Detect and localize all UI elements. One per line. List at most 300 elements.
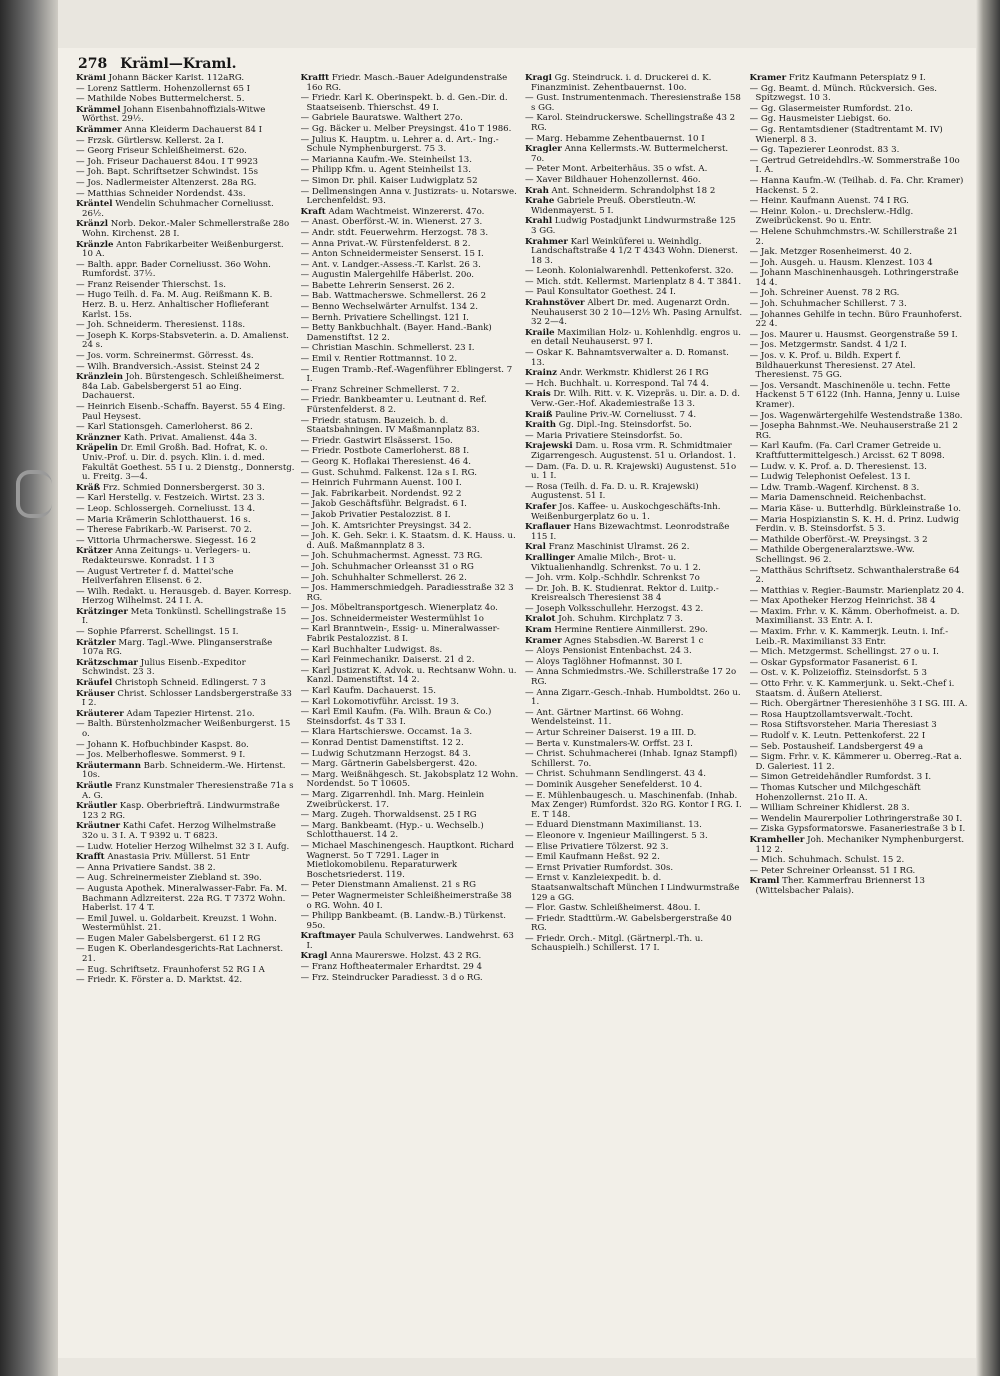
directory-entry	[301, 344, 520, 354]
entry-details: — Ldw. Tramb.-Wagenf. Kirchenst. 8 3.	[749, 482, 920, 493]
entry-surname: Kräutner	[76, 821, 121, 832]
directory-entry	[301, 615, 520, 625]
entry-details: — Berta v. Kunstmalers-W. Orffst. 23 I.	[525, 738, 693, 749]
directory-entry	[750, 228, 969, 247]
directory-entry	[301, 584, 520, 603]
entry-details: — Friedr. Gastwirt Elsässerst. 15o.	[300, 435, 453, 446]
binding-clip-icon	[16, 470, 52, 518]
directory-entry	[76, 690, 295, 709]
entry-details: — Friedr. Bankbeamter u. Leutnant d. Ref. Fürstenfelderst. 8 2.	[300, 395, 487, 415]
entry-details: — Ludw. Hotelier Herzog Wilhelmst 32 3 I. Aufg.	[76, 841, 290, 852]
directory-columns	[76, 74, 968, 1364]
directory-entry	[301, 750, 520, 760]
entry-details: — Marg. Zigarrenhdl. Inh. Marg. Heinlein Zweibrückerst. 17.	[300, 789, 485, 810]
entry-details: — Heinr. Kolon.- u. Drechslerw.-Hdlg. Zweibrückenst. 9o u. Entr.	[749, 206, 914, 227]
directory-entry	[750, 259, 969, 269]
entry-details: Anton Fabrikarbeiter Weißenburgerst. 10 A.	[82, 239, 284, 260]
directory-entry	[525, 637, 744, 647]
entry-details: Adam Wachtmeist. Winzererst. 47o.	[325, 206, 485, 217]
entry-details: Jos. Kaffee- u. Auskochgeschäfts-Inh. Weißenburgerplatz 6o u. 1.	[531, 501, 721, 522]
entry-details: — Joseph Volksschullehr. Herzogst. 43 2.	[525, 603, 704, 614]
directory-entry	[301, 842, 520, 880]
entry-surname: Kral	[525, 542, 546, 553]
entry-details: Amalie Milch-, Brot- u. Viktualienhandlg. Schrenkst. 7o u. 1 2.	[531, 552, 701, 573]
directory-entry	[525, 329, 744, 348]
entry-details: — Dellmensingen Anna v. Justizrats- u. Notarswe. Lerchenfeldst. 93.	[300, 186, 517, 207]
entry-details: — Helene Schuhmchmstrs.-W. Schillerstraße 21 2.	[749, 226, 959, 247]
entry-surname: Kragl	[300, 951, 328, 962]
directory-entry	[750, 743, 969, 753]
entry-surname: Krahmer	[525, 236, 568, 247]
entry-details: — Konrad Dentist Damenstiftst. 12 2.	[300, 738, 464, 748]
entry-details: — Mathilde Obergeneralarztswe.-Ww. Schellingst. 96 2.	[749, 545, 915, 565]
entry-details: — Mathilde Nobes Buttermelcherst. 5.	[76, 94, 245, 105]
directory-entry	[301, 240, 520, 250]
directory-entry	[750, 74, 969, 84]
entry-surname: Kränzner	[76, 432, 121, 443]
entry-details: — Jos. v. K. Prof. u. Bildh. Expert f. Bildhauerkunst Theresienst. 27 Atel. Theresienst. 75 GG.	[749, 351, 916, 381]
entry-details: — Ziska Gypsformatorswe. Fasaneriestraße 3 b I.	[749, 824, 966, 835]
directory-entry	[301, 811, 520, 821]
directory-entry	[76, 720, 295, 739]
directory-entry	[525, 615, 744, 625]
directory-entry	[750, 784, 969, 803]
directory-entry	[525, 94, 744, 113]
entry-details: — Joh. Schuhmachermst. Agnesst. 73 RG.	[300, 551, 483, 562]
directory-entry	[301, 511, 520, 521]
directory-entry	[525, 843, 744, 853]
entry-details: — Artur Schreiner Daiserst. 19 a III. D.	[525, 728, 697, 738]
directory-entry	[525, 267, 744, 277]
directory-entry	[301, 563, 520, 573]
directory-entry	[76, 137, 295, 147]
entry-details: Christ. Schlosser Landsbergerstraße 33 I 2.	[82, 688, 292, 709]
directory-entry	[301, 974, 520, 984]
directory-entry	[525, 197, 744, 216]
directory-entry	[301, 166, 520, 176]
entry-details: — Friedr. statusm. Bauzeich. b. d. Staatsbahningen. IV Maßmannplatz 83.	[300, 415, 480, 436]
directory-entry	[76, 802, 295, 821]
entry-details: — Jos. Nadlermeister Altenzerst. 28a RG.	[76, 177, 257, 188]
entry-surname: Kralot	[525, 614, 556, 625]
directory-entry	[301, 952, 520, 962]
entry-details: — Frz. Steindrucker Paradiesst. 3 d o RG.	[300, 972, 483, 983]
directory-entry	[76, 261, 295, 280]
directory-entry	[76, 679, 295, 689]
directory-entry	[750, 157, 969, 176]
entry-details: — Balth. Bürstenholzmacher Weißenburgerst. 15 o.	[76, 719, 291, 739]
entry-details: — Bernh. Privatiere Schellingst. 121 I.	[300, 312, 469, 323]
entry-surname: Kräutle	[76, 780, 113, 791]
directory-entry	[750, 815, 969, 825]
entry-details: — Johann K. Hofbuchbinder Kaspst. 8o.	[76, 739, 249, 750]
entry-surname: Krallinger	[525, 552, 575, 563]
entry-details: — Dominik Ausgeher Senefelderst. 10 4.	[525, 779, 703, 790]
directory-entry	[750, 422, 969, 441]
entry-surname: Krajewski	[525, 441, 573, 452]
directory-entry	[525, 605, 744, 615]
entry-details: — Friedr. Postbote Camerloherst. 88 I.	[300, 446, 470, 457]
directory-entry	[525, 114, 744, 133]
entry-details: Wendelin Schuhmacher Corneliusst. 26½.	[82, 199, 274, 219]
entry-details: — Babette Lehrerin Senserst. 26 2.	[300, 280, 455, 291]
entry-details: Anna Kellermsts.-W. Buttermelcherst. 7o.	[531, 144, 729, 164]
directory-entry	[525, 668, 744, 687]
directory-entry	[76, 874, 295, 884]
directory-entry	[750, 505, 969, 515]
directory-entry	[76, 494, 295, 504]
entry-details: — Karl Branntwein-, Essig- u. Mineralwasser-Fabrik Pestalozzist. 8 I.	[300, 624, 500, 645]
entry-details: — Peter Dienstmann Amalienst. 21 s RG	[300, 880, 476, 891]
entry-details: — Jos. Versandt. Maschinenöle u. techn. Fette Hackenst 5 T 6122 (Inh. Hanna, Jenny u. Luise Kramer).	[749, 380, 960, 410]
directory-entry	[301, 469, 520, 479]
directory-entry	[301, 125, 520, 135]
directory-entry	[76, 526, 295, 536]
directory-entry	[76, 373, 295, 402]
directory-entry	[750, 146, 969, 156]
entry-details: — Aloys Taglöhner Hofmannst. 30 I.	[525, 656, 683, 667]
directory-entry	[76, 106, 295, 125]
entry-details: — Sigm. Frhr. v. K. Kämmerer u. Oberreg.-Rat a. D. Galeriest. 11 2.	[749, 752, 962, 772]
entry-details: — Karl Justizrat K. Advok. u. Rechtsanw Wohn. u. Kanzl. Damenstiftst. 14 2.	[300, 665, 517, 686]
book-binding-shadow	[0, 0, 58, 1376]
entry-details: — Gust. Schuhmd. Falkenst. 12a s I. RG.	[300, 467, 477, 478]
directory-entry	[525, 176, 744, 186]
entry-details: — Karl Kaufm. (Fa. Carl Cramer Getreide u. Kraftfuttermittelgesch.) Arcisst. 62 T 8098.	[749, 441, 945, 461]
entry-surname: Kräutler	[76, 801, 118, 812]
directory-entry	[76, 762, 295, 781]
directory-entry	[525, 390, 744, 409]
entry-details: — Rosa (Teilh. d. Fa. D. u. R. Krajewski) Augustenst. 51 I.	[525, 481, 699, 502]
entry-details: — Anna Privat.-W. Fürstenfelderst. 8 2.	[300, 238, 471, 249]
entry-details: — Wendelin Maurerpolier Lothringerstraße 30 I.	[749, 813, 963, 824]
entry-details: Norb. Dekor.-Maler Schmellerstraße 28o Wohn. Kirchenst. 28 I.	[82, 219, 290, 239]
entry-details: — Hugo Teilh. d. Fa. M. Aug. Reißmann K. B. Herz. B. u. Herz. Anhaltischer Hoflieferant Karlst. 15s.	[76, 290, 273, 320]
entry-details: — Marg. Bankbeamt. (Hyp.- u. Wechselb.) Schlotthauerst. 14 2.	[300, 820, 484, 841]
directory-entry	[76, 710, 295, 720]
entry-details: — Maxim. Frhr. v. K. Kämm. Oberhofmeist. a. D. Maximilianst. 33 Entr. A. I.	[749, 606, 960, 627]
directory-entry	[301, 447, 520, 457]
directory-entry	[750, 352, 969, 381]
directory-entry	[301, 396, 520, 415]
entry-details: — Franz Reisender Thierschst. 1s.	[76, 279, 226, 290]
entry-details: — Joh. Schuhmacher Schillerst. 7 3.	[749, 299, 907, 310]
entry-details: Anna Kleiderm Dachauerst 84 I	[121, 124, 263, 135]
directory-entry	[525, 658, 744, 668]
directory-entry	[76, 639, 295, 658]
directory-entry	[301, 708, 520, 727]
directory-entry	[750, 248, 969, 258]
directory-entry	[301, 552, 520, 562]
entry-details: — Jos. Melberhofleswe. Sommerst. 9 I.	[76, 750, 246, 761]
entry-details: — Ludw. v. K. Prof. a. D. Theresienst. 13.	[749, 461, 927, 472]
entry-details: — Mathilde Oberförst.-W. Preysingst. 3 2	[749, 534, 928, 545]
entry-details: — Karol. Steindruckerswe. Schellingstraße 43 2 RG.	[525, 113, 736, 133]
entry-surname: Kräpelin	[76, 443, 118, 454]
entry-details: — Simon Dr. phil. Kaiser Ludwigplatz 52	[300, 175, 478, 186]
entry-details: — Gabriele Bauratswe. Walthert 27o.	[300, 113, 463, 124]
entry-details: — Joh. Schuhhalter Schmellerst. 26 2.	[300, 572, 467, 583]
entry-surname: Krah	[525, 185, 549, 196]
entry-details: — Rosa Stiftsvorsteher. Maria Theresiast 3	[749, 720, 937, 731]
entry-details: — Maria Krämerin Schlotthauerst. 16 s.	[76, 514, 251, 525]
directory-entry	[301, 728, 520, 738]
entry-surname: Krätzer	[76, 546, 113, 557]
directory-entry	[750, 867, 969, 877]
entry-details: — Xaver Bildhauer Hohenzollernst. 46o.	[525, 174, 701, 185]
entry-details: — Josepha Bahnmst.-We. Neuhauserstraße 21 2 RG.	[749, 421, 958, 441]
directory-entry	[76, 147, 295, 157]
entry-details: — Jak. Metzger Rosenheimerst. 40 2.	[749, 247, 912, 258]
directory-entry	[76, 403, 295, 422]
entry-details: — Mich. Schuhmach. Schulst. 15 2.	[749, 855, 905, 866]
entry-details: — Marg. Zugeh. Thorwaldsenst. 25 I RG	[300, 810, 477, 821]
entry-surname: Kräutermann	[76, 760, 141, 771]
directory-entry	[301, 574, 520, 584]
entry-details: — Augusta Apothek. Mineralwasser-Fabr. Fa. M. Bachmann Adlzreiterst. 22a RG. T 7372 Wohn. Haberlst. 17 4 T.	[76, 883, 288, 914]
directory-entry	[301, 963, 520, 973]
entry-surname: Kraftmayer	[300, 931, 356, 942]
directory-entry	[301, 229, 520, 239]
directory-entry	[301, 739, 520, 749]
entry-details: — Karl Feinmechanikr. Daiserst. 21 d 2.	[300, 655, 475, 666]
entry-details: — Jos. Hammerschmiedgeh. Paradiesstraße 32 3 RG.	[300, 583, 514, 603]
entry-surname: Krahnstöver	[525, 298, 585, 309]
entry-details: Anna Maurerswe. Holzst. 43 2 RG.	[327, 951, 482, 962]
directory-entry	[750, 300, 969, 310]
directory-entry	[525, 832, 744, 842]
directory-entry	[750, 311, 969, 330]
running-head: Kräml—Kraml.	[120, 56, 237, 72]
entry-details: — Heinrich Eisenb.-Schaffn. Bayerst. 55 4 Eing. Paul Heysest.	[76, 402, 286, 422]
directory-entry	[76, 782, 295, 801]
entry-surname: Krätzschmar	[76, 657, 138, 668]
directory-entry	[76, 588, 295, 607]
directory-entry	[76, 241, 295, 260]
entry-details: — Maria Käse- u. Butterhdlg. Bürkleinstraße 1o.	[749, 503, 961, 514]
entry-surname: Krahl	[525, 216, 553, 227]
entry-details: Kath. Privat. Amalienst. 44a 3.	[120, 432, 258, 443]
entry-details: — Ant. Gärtner Martinst. 66 Wohng. Wendelsteinst. 11.	[525, 707, 684, 728]
entry-details: — Ernst Privatier Rumfordst. 30s.	[525, 862, 674, 873]
entry-details: Friedr. Masch.-Bauer Adelgundenstraße 16o RG.	[306, 74, 508, 93]
directory-entry	[525, 935, 744, 954]
entry-details: — Betty Bankbuchhalt. (Bayer. Hand.-Bank) Damenstiftst. 12 2.	[300, 323, 492, 343]
entry-details: — Oskar K. Bahnamtsverwalter a. D. Romanst. 13.	[525, 348, 729, 368]
entry-details: — Elise Privatiere Tölzerst. 92 3.	[525, 841, 669, 852]
directory-entry	[76, 200, 295, 219]
entry-details: — Klara Hartschierswe. Occamst. 1a 3.	[300, 727, 473, 738]
directory-entry	[525, 165, 744, 175]
entry-details: — Seb. Postausheif. Landsbergerst 49 a	[749, 741, 924, 752]
directory-entry	[525, 740, 744, 750]
entry-details: — Andr. stdt. Feuerwehrm. Herzogst. 78 3.	[300, 227, 489, 238]
directory-entry	[301, 479, 520, 489]
entry-details: — Karl Emil Kaufm. (Fa. Wilh. Braun & Co.) Steinsdorfst. 4s T 33 I.	[300, 707, 492, 727]
directory-entry	[750, 126, 969, 145]
directory-entry	[76, 423, 295, 433]
directory-entry	[76, 126, 295, 136]
entry-details: — Friedr. Orch.- Mitgl. (Gärtnerpl.-Th. u. Schauspielh.) Schillerst. 17 I.	[525, 933, 704, 954]
entry-details: — Anast. Oberförst.-W. in. Wienerst. 27 3.	[300, 217, 483, 228]
entry-details: — Peter Schreiner Orleansst. 51 I RG.	[749, 865, 916, 876]
directory-entry	[76, 321, 295, 331]
entry-details: — Christ. Schuhmann Sendlingerst. 43 4.	[525, 769, 706, 780]
directory-entry	[76, 332, 295, 351]
directory-entry	[301, 656, 520, 666]
entry-details: — Gg. Glasermeister Rumfordst. 21o.	[749, 103, 913, 114]
entry-details: — Karl Stationsgeh. Camerloherst. 86 2.	[76, 422, 253, 433]
entry-details: — Emil Juwel. u. Goldarbeit. Kreuzst. 1 Wohn. Westermühlst. 21.	[76, 913, 277, 934]
entry-details: — Marg. Gärtnerin Gabelsbergerst. 42o.	[300, 759, 478, 770]
directory-entry	[750, 177, 969, 196]
entry-details: Marg. Tagl.-Wwe. Plinganserstraße 107a RG.	[82, 637, 273, 658]
directory-entry	[750, 773, 969, 783]
entry-details: — Leop. Schlossergeh. Corneliusst. 13 4.	[76, 503, 256, 514]
directory-entry	[750, 536, 969, 546]
directory-entry	[525, 421, 744, 431]
directory-entry	[750, 484, 969, 494]
entry-details: Kathi Cafet. Herzog Wilhelmstraße 32o u. 3 I. A. T 9392 u. T 6823.	[82, 821, 276, 841]
entry-details: — Georg Friseur Schleißheimerst. 62o.	[76, 146, 247, 157]
entry-details: Dr. Emil Großh. Bad. Hofrat, K. o. Univ.-Prof. u. Dir. d. psych. Klin. i. d. med. Fakultät Goethest. 55 I u. 2 Dienstg., Donnerstg. u. Freitg. 3—4.	[82, 443, 295, 483]
entry-surname: Kraith	[525, 420, 557, 431]
directory-entry	[750, 659, 969, 669]
entry-details: — Jak. Fabrikarbeit. Nordendst. 92 2	[300, 488, 462, 499]
directory-entry	[525, 543, 744, 553]
directory-entry	[301, 912, 520, 931]
entry-details: — Peter Mont. Arbeiterhäus. 35 o wfst. A.	[525, 164, 708, 175]
entry-surname: Krafft	[76, 852, 105, 863]
entry-details: — Joh. K. Geh. Sekr. i. K. Staatsm. d. K. Hauss. u. d. Auß. Maßmannplatz 8 3.	[300, 531, 516, 551]
directory-entry	[76, 864, 295, 874]
directory-entry	[301, 282, 520, 292]
directory-entry	[301, 303, 520, 313]
directory-entry	[525, 770, 744, 780]
entry-details: — Lorenz Sattlerm. Hohenzollernst 65 I	[76, 83, 251, 94]
entry-details: — Karl Buchhalter Ludwigst. 8s.	[300, 644, 443, 655]
entry-details: — Eugen Tramb.-Ref.-Wagenführer Eblingerst. 7 I.	[300, 364, 513, 385]
directory-entry	[76, 363, 295, 373]
directory-entry	[76, 352, 295, 362]
directory-entry	[76, 190, 295, 200]
directory-entry	[301, 218, 520, 228]
directory-entry	[76, 516, 295, 526]
entry-details: Johann Bäcker Karlst. 112aRG.	[105, 74, 245, 83]
directory-entry	[750, 105, 969, 115]
directory-entry	[525, 288, 744, 298]
entry-details: — Joh. Bapt. Schriftsetzer Schwindst. 15s	[76, 167, 258, 178]
directory-entry	[76, 976, 295, 986]
directory-entry	[750, 587, 969, 597]
entry-details: — Anna Schmiedmstrs.-We. Schillerstraße 17 2o RG.	[525, 667, 737, 688]
entry-surname: Kram	[525, 625, 552, 636]
directory-entry	[301, 667, 520, 686]
directory-entry	[750, 208, 969, 227]
directory-entry	[750, 732, 969, 742]
page-header	[78, 56, 236, 72]
entry-details: Christoph Schneid. Edlingerst. 7 3	[112, 678, 266, 689]
entry-details: — Maria Damenschneid. Reichenbachst.	[749, 493, 927, 504]
entry-details: — Marg. Hebamme Zehentbauernst. 10 I	[525, 133, 705, 144]
directory-entry	[525, 187, 744, 197]
column-3	[525, 74, 744, 1364]
entry-details: Joh. Bürstengesch. Schleißheimerst. 84a Lab. Gabelsbergerst 51 ao Eing. Dachauerst.	[82, 372, 285, 402]
entry-details: — Matthäus Schriftsetz. Schwanthalerstraße 64 2.	[749, 565, 960, 586]
entry-details: — Hanna Kaufm.-W. (Teilhab. d. Fa. Chr. Kramer) Hackenst. 5 2.	[749, 175, 964, 196]
directory-entry	[525, 74, 744, 93]
entry-details: — Joseph K. Korps-Stabsveterin. a. D. Amalienst. 24 s.	[76, 330, 289, 351]
directory-entry	[76, 281, 295, 291]
directory-entry	[301, 156, 520, 166]
entry-details: — Mich. Metzgermst. Schellingst. 27 o u. I.	[749, 647, 939, 658]
directory-entry	[301, 386, 520, 396]
directory-entry	[76, 74, 295, 84]
entry-details: — Friedr. Karl K. Oberinspekt. b. d. Gen.-Dir. d. Staatseisenb. Thierschst. 49 I.	[300, 93, 508, 113]
entry-details: — Maria Hospizianstin S. K. H. d. Prinz. Ludwig Ferdin. v. B. Steinsdorfst. 5 3.	[749, 514, 959, 535]
directory-entry	[301, 437, 520, 447]
directory-entry	[76, 547, 295, 566]
directory-entry	[750, 197, 969, 207]
entry-details: — Bab. Wattmacherswe. Schmellerst. 26 2	[300, 291, 487, 302]
directory-entry	[525, 874, 744, 903]
entry-surname: Krätzinger	[76, 606, 128, 617]
entry-details: Andr. Werkmstr. Khidlerst 26 I RG	[556, 368, 709, 379]
entry-surname: Kräuterer	[76, 708, 124, 719]
entry-details: — Wilh. Brandversich.-Assist. Steinst 24 2	[76, 361, 260, 372]
directory-entry	[301, 177, 520, 187]
entry-details: — Sophie Pfarrerst. Schellingst. 15 I.	[76, 627, 239, 638]
directory-entry	[301, 646, 520, 656]
directory-entry	[76, 945, 295, 964]
entry-details: — Leonh. Kolonialwarenhdl. Pettenkoferst. 32o.	[525, 266, 734, 277]
entry-details: — Eugen K. Oberlandesgerichts-Rat Lachnerst. 21.	[76, 944, 284, 965]
column-4	[750, 74, 969, 1364]
directory-entry	[525, 626, 744, 636]
directory-entry	[76, 484, 295, 494]
directory-entry	[301, 771, 520, 790]
directory-entry	[301, 188, 520, 207]
directory-entry	[525, 904, 744, 914]
directory-entry	[76, 158, 295, 168]
directory-entry	[525, 554, 744, 573]
directory-entry	[76, 659, 295, 678]
entry-details: — Gg. Beamt. d. Münch. Rückversich. Ges. Spitzwegst. 10 3.	[749, 83, 938, 104]
entry-details: — Ernst v. Kanzleiexpedit. b. d. Staatsanwaltschaft München I Lindwurmstraße 129 a GG.	[525, 873, 740, 903]
directory-entry	[525, 463, 744, 482]
directory-entry	[301, 822, 520, 841]
entry-details: — Johann Maschinenhausgeh. Lothringerstraße 14 4.	[749, 268, 959, 288]
entry-surname: Krainz	[525, 368, 557, 379]
directory-entry	[750, 804, 969, 814]
directory-entry	[525, 442, 744, 461]
directory-entry	[301, 791, 520, 810]
entry-details: Dr. Wilh. Ritt. v. K. Vizepräs. u. Dir. a. D. d. Verw.-Ger.-Hof. Akademiestraße 13 3.	[531, 389, 741, 409]
directory-entry	[525, 864, 744, 874]
entry-surname: Kränzlein	[76, 372, 123, 383]
directory-entry	[76, 505, 295, 515]
entry-details: — Dr. Joh. B. K. Studienrat. Rektor d. Luitp.-Kreisrealsch Theresienst 38 4	[525, 583, 719, 604]
directory-entry	[76, 608, 295, 627]
directory-entry	[525, 585, 744, 604]
entry-details: — E. Mühlenbaugesch. u. Maschinenfab. (Inhab. Max Zenger) Rumfordst. 32o RG. Kontor I RG. I. E. T 148.	[525, 790, 742, 820]
entry-details: — Joh. Schreiner Auenst. 78 2 RG.	[749, 288, 900, 299]
directory-entry	[301, 250, 520, 260]
entry-surname: Kraile	[525, 327, 555, 338]
directory-entry	[750, 825, 969, 835]
directory-entry	[301, 136, 520, 155]
entry-details: — Joh. Schuhmacher Orleansst 31 o RG	[300, 561, 474, 572]
